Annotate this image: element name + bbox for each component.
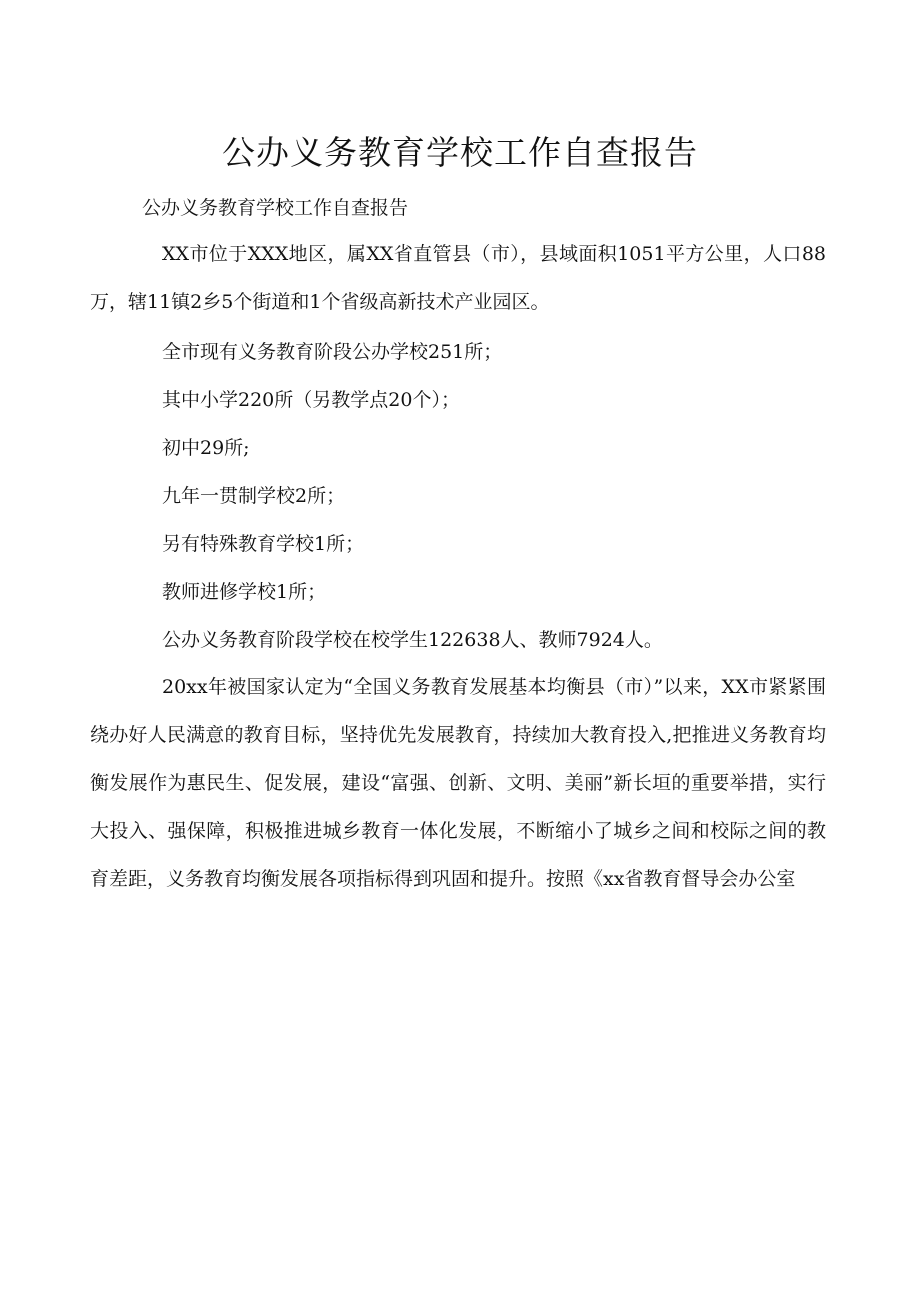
paragraph-junior-schools: 初中29所; (162, 437, 250, 459)
paragraph-special-schools: 另有特殊教育学校1所； (162, 533, 365, 555)
paragraph-schools-total: 全市现有义务教育阶段公办学校251所； (162, 341, 503, 363)
paragraph-primary-schools: 其中小学220所（另教学点20个）； (162, 389, 460, 411)
paragraph-nine-year-schools: 九年一贯制学校2所； (162, 485, 346, 507)
paragraph-intro: XX市位于XXX地区，属XX省直管县（市），县域面积1051平方公里，人口88万，辖11镇2乡5个街道和1个省级高新技术产业园区。 (90, 243, 826, 313)
document-subtitle: 公办义务教育学校工作自查报告 (142, 197, 409, 219)
paragraph-students-teachers: 公办义务教育阶段学校在校学生122638人、教师7924人。 (162, 629, 663, 651)
paragraph-development: 20xx年被国家认定为“全国义务教育发展基本均衡县（市）”以来，XX市紧紧围绕办好人民满意的教育目标，坚持优先发展教育，持续加大教育投入,把推进义务教育均衡发展作为惠民生、促发展，建设“富强、创新、文明、美丽”新长垣的重要举措，实行大投入、强保障，积极推进城乡教育一体化发展，不断缩小了城乡之间和校际之间的教育差距，义务教育均衡发展各项指标得到巩固和提升。按照《xx省教育督导会办公室 (90, 676, 826, 890)
document-title: 公办义务教育学校工作自查报告 (222, 133, 698, 172)
paragraph-teacher-training: 教师进修学校1所； (162, 581, 327, 603)
